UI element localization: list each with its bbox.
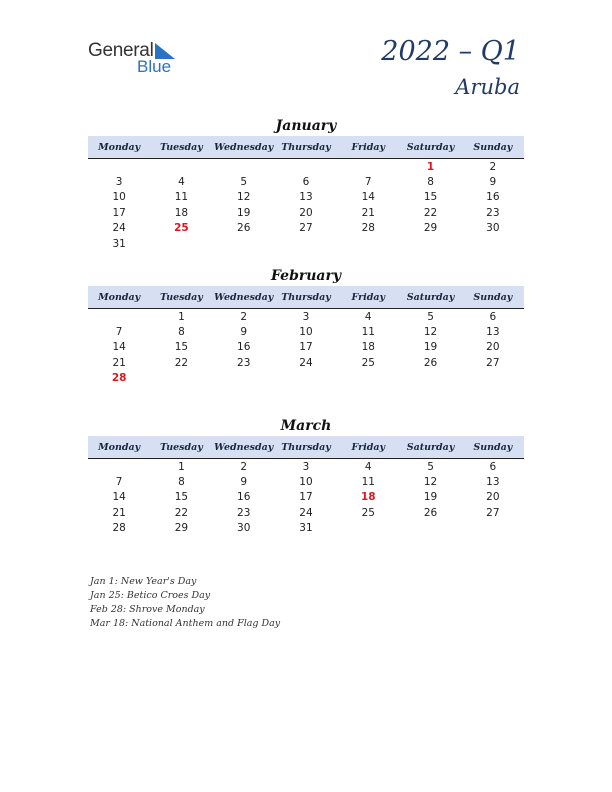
week-row xyxy=(88,309,524,324)
day-cell: 19 xyxy=(237,206,251,219)
week-row xyxy=(88,505,524,520)
day-cell: 20 xyxy=(299,206,313,219)
week-row xyxy=(88,221,524,236)
day-cell: 22 xyxy=(423,206,438,219)
weekday-label: Friday xyxy=(351,441,386,453)
day-cell: 1 xyxy=(178,310,185,323)
week-row xyxy=(88,340,524,355)
day-cell: 28 xyxy=(112,522,126,535)
weekday-header xyxy=(88,136,524,159)
day-cell: 25 xyxy=(361,356,375,369)
day-cell: 9 xyxy=(489,176,497,189)
month-name: March xyxy=(280,418,332,434)
day-cell: 11 xyxy=(361,476,375,489)
day-cell: 16 xyxy=(237,341,251,354)
week-row xyxy=(88,371,524,386)
week-row xyxy=(88,159,524,174)
day-cell: 28 xyxy=(361,222,375,235)
day-cell: 13 xyxy=(486,326,500,339)
day-cell: 20 xyxy=(486,341,500,354)
day-cell: 5 xyxy=(427,310,434,323)
day-cell: 2 xyxy=(489,160,497,173)
weekday-label: Tuesday xyxy=(160,441,203,453)
day-cell: 29 xyxy=(174,522,189,535)
day-cell: 5 xyxy=(240,176,248,189)
week-row xyxy=(88,474,524,489)
holiday-note: Mar 18: National Anthem and Flag Day xyxy=(90,618,281,629)
day-cell: 25 xyxy=(361,506,375,519)
day-cell: 12 xyxy=(237,191,251,204)
weekday-label: Sunday xyxy=(473,141,513,153)
day-cell: 2 xyxy=(240,310,248,323)
day-cell: 3 xyxy=(302,460,310,473)
day-cell: 14 xyxy=(361,191,375,204)
day-cell: 19 xyxy=(423,341,438,354)
day-cell: 9 xyxy=(240,326,248,339)
week-row xyxy=(88,236,524,251)
weekday-header xyxy=(88,436,524,459)
day-cell: 24 xyxy=(299,506,313,519)
day-cell: 9 xyxy=(240,476,248,489)
weekday-label: Friday xyxy=(351,291,386,303)
holiday-notes xyxy=(90,575,280,631)
weekday-label: Saturday xyxy=(406,291,455,303)
day-cell: 21 xyxy=(112,356,126,369)
day-cell: 21 xyxy=(361,206,375,219)
weekday-label: Wednesday xyxy=(214,291,274,303)
holiday-day-cell: 28 xyxy=(111,372,127,385)
weekday-label: Sunday xyxy=(473,291,513,303)
day-cell: 10 xyxy=(299,326,313,339)
holiday-day-cell: 1 xyxy=(426,160,435,173)
weeks xyxy=(88,309,524,386)
week-row xyxy=(88,324,524,339)
holiday-day-cell: 18 xyxy=(360,491,376,504)
day-cell: 17 xyxy=(299,491,313,504)
day-cell: 8 xyxy=(178,476,185,489)
week-row xyxy=(88,190,524,205)
day-cell: 1 xyxy=(178,460,185,473)
day-cell: 13 xyxy=(486,476,500,489)
country-name: Aruba xyxy=(455,75,520,99)
day-cell: 31 xyxy=(112,237,126,250)
week-row xyxy=(88,174,524,189)
weekday-label: Thursday xyxy=(281,141,331,153)
weeks xyxy=(88,459,524,536)
day-cell: 19 xyxy=(423,491,438,504)
day-cell: 15 xyxy=(174,491,189,504)
weekday-label: Monday xyxy=(98,141,141,153)
weekday-label: Thursday xyxy=(281,441,331,453)
day-cell: 7 xyxy=(115,476,123,489)
day-cell: 23 xyxy=(237,506,251,519)
day-cell: 16 xyxy=(486,191,500,204)
holiday-note: Jan 1: New Year's Day xyxy=(90,576,197,587)
day-cell: 5 xyxy=(427,460,434,473)
day-cell: 4 xyxy=(364,310,372,323)
day-cell: 29 xyxy=(423,222,438,235)
day-cell: 14 xyxy=(112,491,126,504)
weekday-label: Sunday xyxy=(473,441,513,453)
day-cell: 15 xyxy=(174,341,189,354)
day-cell: 27 xyxy=(486,356,500,369)
logo-text-blue: Blue xyxy=(137,57,172,76)
week-row xyxy=(88,459,524,474)
day-cell: 6 xyxy=(302,176,310,189)
day-cell: 18 xyxy=(174,206,189,219)
day-cell: 24 xyxy=(112,222,126,235)
day-cell: 24 xyxy=(299,356,313,369)
day-cell: 4 xyxy=(178,176,185,189)
day-cell: 26 xyxy=(237,222,251,235)
weekday-header xyxy=(88,286,524,309)
day-cell: 31 xyxy=(299,522,313,535)
holiday-note: Jan 25: Betico Croes Day xyxy=(90,590,211,601)
week-row xyxy=(88,490,524,505)
weekday-label: Monday xyxy=(98,441,141,453)
day-cell: 3 xyxy=(115,176,123,189)
logo xyxy=(88,40,188,76)
week-row xyxy=(88,521,524,536)
weekday-label: Wednesday xyxy=(214,141,274,153)
month-name: February xyxy=(270,268,341,284)
day-cell: 14 xyxy=(112,341,126,354)
day-cell: 20 xyxy=(486,491,500,504)
day-cell: 23 xyxy=(486,206,500,219)
day-cell: 15 xyxy=(423,191,438,204)
day-cell: 13 xyxy=(299,191,313,204)
page-title: 2022 – Q1 xyxy=(381,36,520,67)
month-name: January xyxy=(275,118,337,134)
day-cell: 16 xyxy=(237,491,251,504)
day-cell: 22 xyxy=(174,506,189,519)
holiday-note: Feb 28: Shrove Monday xyxy=(90,604,205,615)
month-calendar-march xyxy=(88,416,524,536)
day-cell: 3 xyxy=(302,310,310,323)
day-cell: 27 xyxy=(299,222,313,235)
weeks xyxy=(88,159,524,251)
day-cell: 8 xyxy=(427,176,434,189)
holiday-day-cell: 25 xyxy=(174,222,189,235)
day-cell: 4 xyxy=(364,460,372,473)
day-cell: 22 xyxy=(174,356,189,369)
weekday-label: Thursday xyxy=(281,291,331,303)
day-cell: 26 xyxy=(423,356,438,369)
weekday-label: Saturday xyxy=(406,141,455,153)
day-cell: 8 xyxy=(178,326,185,339)
day-cell: 7 xyxy=(364,176,372,189)
weekday-label: Tuesday xyxy=(160,291,203,303)
logo-text-general: General xyxy=(88,40,154,61)
weekday-label: Tuesday xyxy=(160,141,203,153)
day-cell: 30 xyxy=(486,222,500,235)
day-cell: 30 xyxy=(237,522,251,535)
weekday-label: Saturday xyxy=(406,441,455,453)
day-cell: 11 xyxy=(361,326,375,339)
day-cell: 21 xyxy=(112,506,126,519)
day-cell: 10 xyxy=(112,191,126,204)
day-cell: 12 xyxy=(423,476,438,489)
day-cell: 26 xyxy=(423,506,438,519)
day-cell: 2 xyxy=(240,460,248,473)
week-row xyxy=(88,205,524,220)
month-calendar-february xyxy=(88,266,524,386)
weekday-label: Friday xyxy=(351,141,386,153)
day-cell: 11 xyxy=(174,191,189,204)
day-cell: 7 xyxy=(115,326,123,339)
week-row xyxy=(88,355,524,370)
day-cell: 23 xyxy=(237,356,251,369)
day-cell: 6 xyxy=(489,310,497,323)
day-cell: 17 xyxy=(299,341,313,354)
day-cell: 17 xyxy=(112,206,126,219)
day-cell: 27 xyxy=(486,506,500,519)
day-cell: 6 xyxy=(489,460,497,473)
weekday-label: Monday xyxy=(98,291,141,303)
day-cell: 12 xyxy=(423,326,438,339)
month-calendar-january xyxy=(88,116,524,251)
day-cell: 10 xyxy=(299,476,313,489)
weekday-label: Wednesday xyxy=(214,441,274,453)
day-cell: 18 xyxy=(361,341,375,354)
